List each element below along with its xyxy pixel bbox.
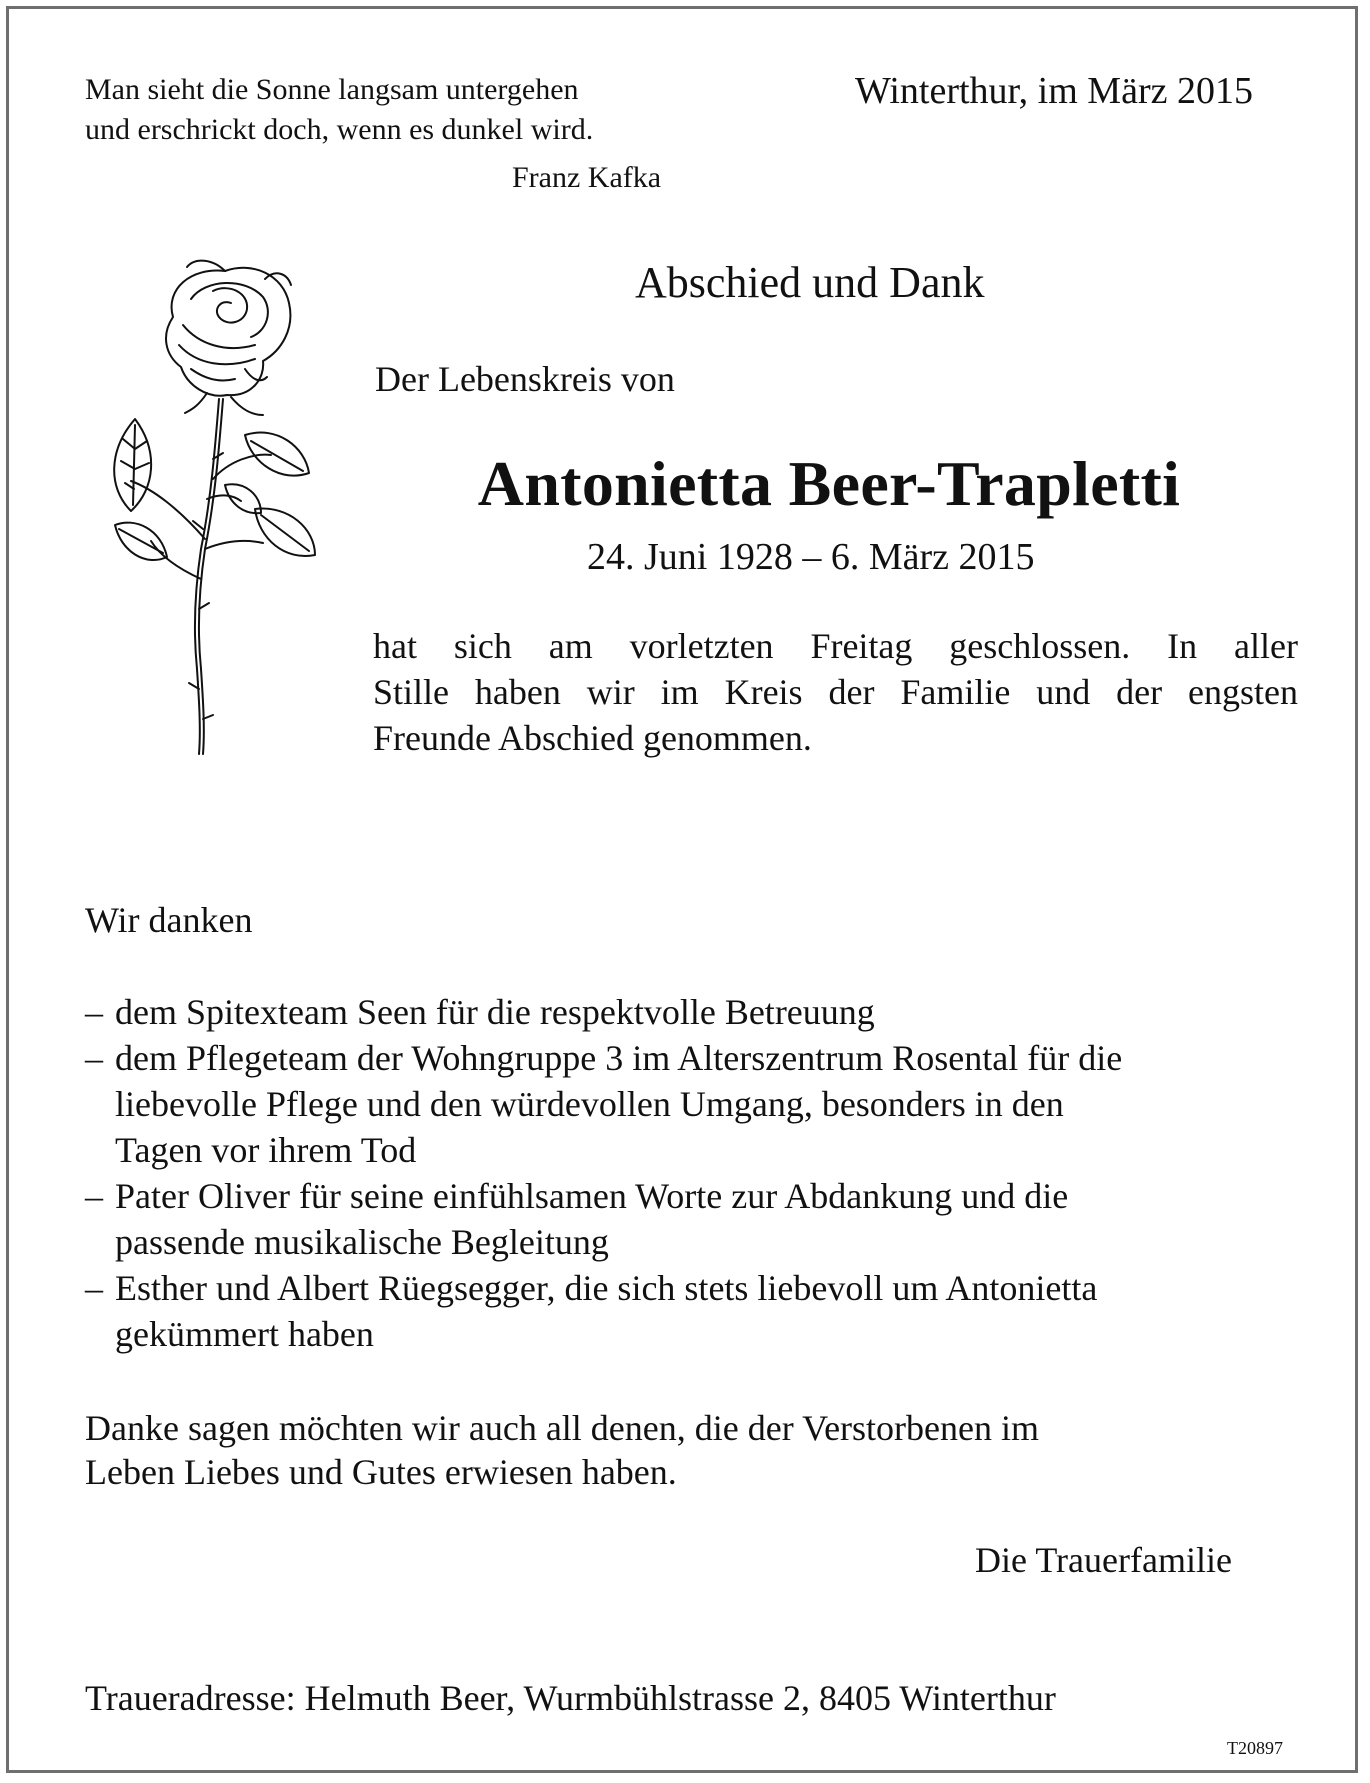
intro-text: Der Lebenskreis von: [375, 359, 675, 399]
thanks-item-2-line-3: Tagen vor ihrem Tod: [115, 1130, 417, 1170]
list-item-text: Pater Oliver für seine einfühlsamen Worte zur Abdankung und die: [115, 1176, 1069, 1216]
mourning-address: Traueradresse: Helmuth Beer, Wurmbühlstrasse 2, 8405 Winterthur: [85, 1678, 1056, 1718]
thanks-item-2-line-1: [85, 1035, 1122, 1081]
closing-line-2: Leben Liebes und Gutes erwiesen haben.: [85, 1452, 677, 1492]
thanks-item-4-line-1: [85, 1265, 1122, 1311]
quote-author: Franz Kafka: [512, 161, 662, 194]
thanks-item-1-line-1: [85, 989, 1122, 1035]
dash-marker: –: [85, 1268, 103, 1308]
ad-code: T20897: [1227, 1738, 1283, 1758]
closing-line-1: Danke sagen möchten wir auch all denen, die der Verstorbenen im: [85, 1408, 1039, 1448]
thanks-list: [85, 989, 1122, 1357]
obituary-notice: [6, 6, 1358, 1773]
thanks-item-3-line-2: passende musikalische Begleitung: [115, 1222, 609, 1262]
dateline: Winterthur, im März 2015: [855, 70, 1253, 112]
list-item-text: dem Spitexteam Seen für die respektvolle Betreuung: [115, 992, 875, 1032]
thanks-item-3-line-1: [85, 1173, 1122, 1219]
list-item-text: Esther und Albert Rüegsegger, die sich stets liebevoll um Antonietta: [115, 1268, 1098, 1308]
thanks-heading: Wir danken: [85, 900, 253, 940]
dash-marker: –: [85, 1038, 103, 1078]
life-dates: 24. Juni 1928 – 6. März 2015: [587, 536, 1035, 578]
quote-line-2: und erschrickt doch, wenn es dunkel wird.: [85, 113, 594, 146]
body-line-2: Stille haben wir im Kreis der Familie und der engsten: [373, 672, 1298, 712]
dash-marker: –: [85, 992, 103, 1032]
notice-title: Abschied und Dank: [635, 258, 985, 307]
list-item-text: dem Pflegeteam der Wohngruppe 3 im Alterszentrum Rosental für die: [115, 1038, 1123, 1078]
body-paragraph: [373, 623, 1298, 761]
signature: Die Trauerfamilie: [975, 1540, 1232, 1580]
quote-line-1: Man sieht die Sonne langsam untergehen: [85, 73, 579, 106]
dash-marker: –: [85, 1176, 103, 1216]
deceased-name: Antonietta Beer-Trapletti: [477, 448, 1181, 519]
body-line-1: hat sich am vorletzten Freitag geschlossen. In aller: [373, 626, 1298, 666]
body-line-3: Freunde Abschied genommen.: [373, 718, 812, 758]
thanks-item-4-line-2: gekümmert haben: [115, 1314, 374, 1354]
thanks-item-2-line-2: liebevolle Pflege und den würdevollen Umgang, besonders in den: [115, 1084, 1064, 1124]
